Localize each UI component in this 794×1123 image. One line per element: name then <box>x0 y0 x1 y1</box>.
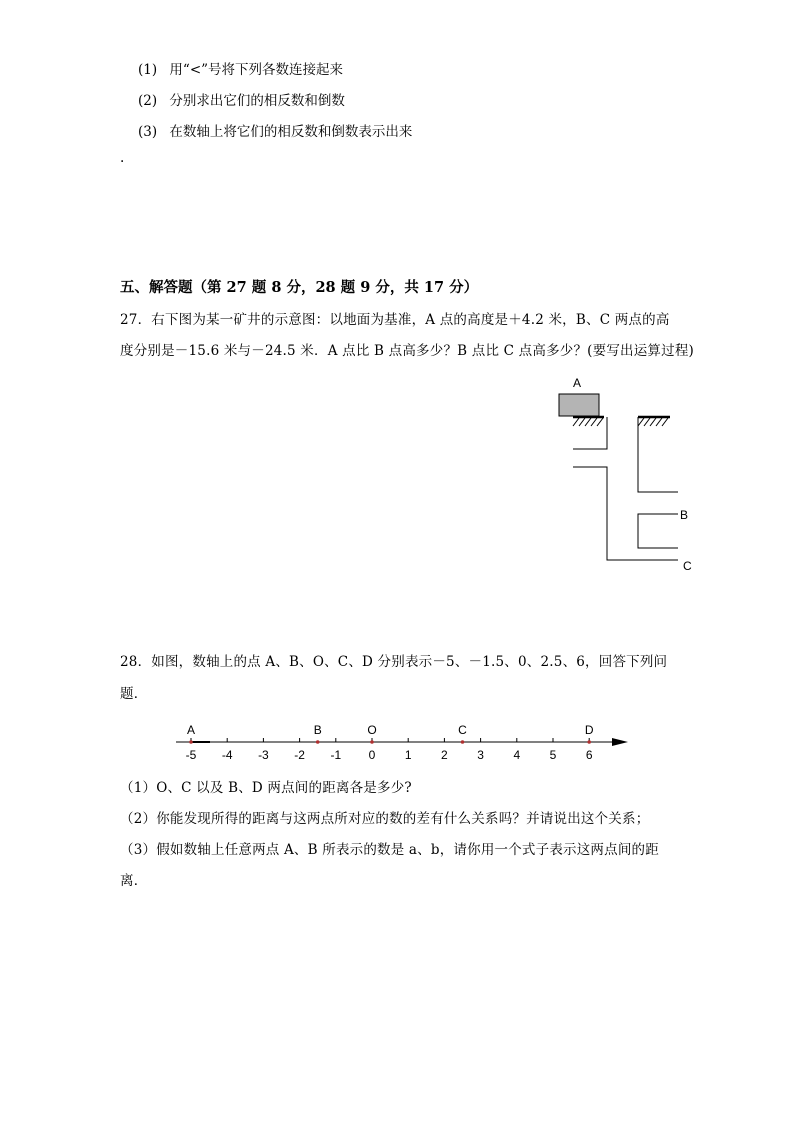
sub-item-text: 用“<”号将下列各数连接起来 <box>169 62 344 78</box>
label-a: A <box>573 376 582 390</box>
q27-line-1: 27．右下图为某一矿井的示意图：以地面为基准，A 点的高度是＋4.2 米，B、C 两点的高 <box>120 312 670 328</box>
sub-item-text: 分别求出它们的相反数和倒数 <box>169 93 345 109</box>
point-c-dot <box>461 740 465 744</box>
left-wall <box>573 417 607 449</box>
left-ground-hatch <box>573 418 603 426</box>
point-o-label: O <box>367 723 377 737</box>
number-line-arrow <box>612 738 628 746</box>
point-b-label: B <box>313 723 322 737</box>
point-a-block <box>559 394 599 416</box>
number-line-figure <box>170 718 640 768</box>
sub-item-number: (3) <box>138 124 158 140</box>
tick-label: 0 <box>368 748 376 762</box>
point-o-dot <box>370 740 374 744</box>
tick-label: -3 <box>258 748 269 762</box>
q27-line-2: 度分别是－15.6 米与－24.5 米．A 点比 B 点高多少？B 点比 C 点高多少？(要写出运算过程) <box>120 343 694 359</box>
sub-item-2 <box>138 89 345 109</box>
point-b-dot <box>316 740 320 744</box>
sub-item-text: 在数轴上将它们的相反数和倒数表示出来 <box>169 124 413 140</box>
q28-sub-3-line-2: 离． <box>120 873 148 889</box>
tick-label: 6 <box>585 748 593 762</box>
tick-label: 4 <box>513 748 521 762</box>
tick-label: 1 <box>404 748 412 762</box>
sub-item-3 <box>138 120 412 140</box>
sub-item-1 <box>138 58 343 78</box>
q28-sub-1: （1）O、C 以及 B、D 两点间的距离各是多少? <box>120 780 412 796</box>
tick-label: 2 <box>441 748 448 762</box>
right-wall <box>638 417 678 492</box>
tick-label: -5 <box>185 748 197 762</box>
sub-item-number: (2) <box>138 93 158 109</box>
stray-dot: . <box>120 150 125 166</box>
q28-sub-2: （2）你能发现所得的距离与这两点所对应的数的差有什么关系吗？并请说出这个关系； <box>120 811 650 827</box>
q28-line-1: 28．如图，数轴上的点 A、B、O、C、D 分别表示－5、－1.5、0、2.5、6，回答下列问 <box>120 654 668 670</box>
label-b: B <box>680 508 689 522</box>
tick-label: -1 <box>330 748 342 762</box>
section-heading: 五、解答题（第 27 题 8 分，28 题 9 分，共 17 分） <box>120 279 479 296</box>
point-a-label: A <box>186 723 196 737</box>
tick-label: 5 <box>549 748 557 762</box>
point-a-dot <box>189 740 193 744</box>
label-c: C <box>683 559 692 573</box>
q28-line-2: 题． <box>120 686 148 702</box>
tick-label: 3 <box>477 748 484 762</box>
point-d-dot <box>587 740 591 744</box>
point-c-label: C <box>458 723 467 737</box>
sub-item-number: (1) <box>138 62 158 78</box>
b-level-tunnel <box>638 514 678 548</box>
mine-shaft-figure <box>550 372 710 582</box>
tick-label: -4 <box>221 748 233 762</box>
q28-sub-3-line-1: （3）假如数轴上任意两点 A、B 所表示的数是 a、b，请你用一个式子表示这两点间的距 <box>120 842 659 858</box>
point-d-label: D <box>584 723 594 737</box>
right-ground-hatch <box>638 418 668 426</box>
tick-label: -2 <box>294 748 305 762</box>
